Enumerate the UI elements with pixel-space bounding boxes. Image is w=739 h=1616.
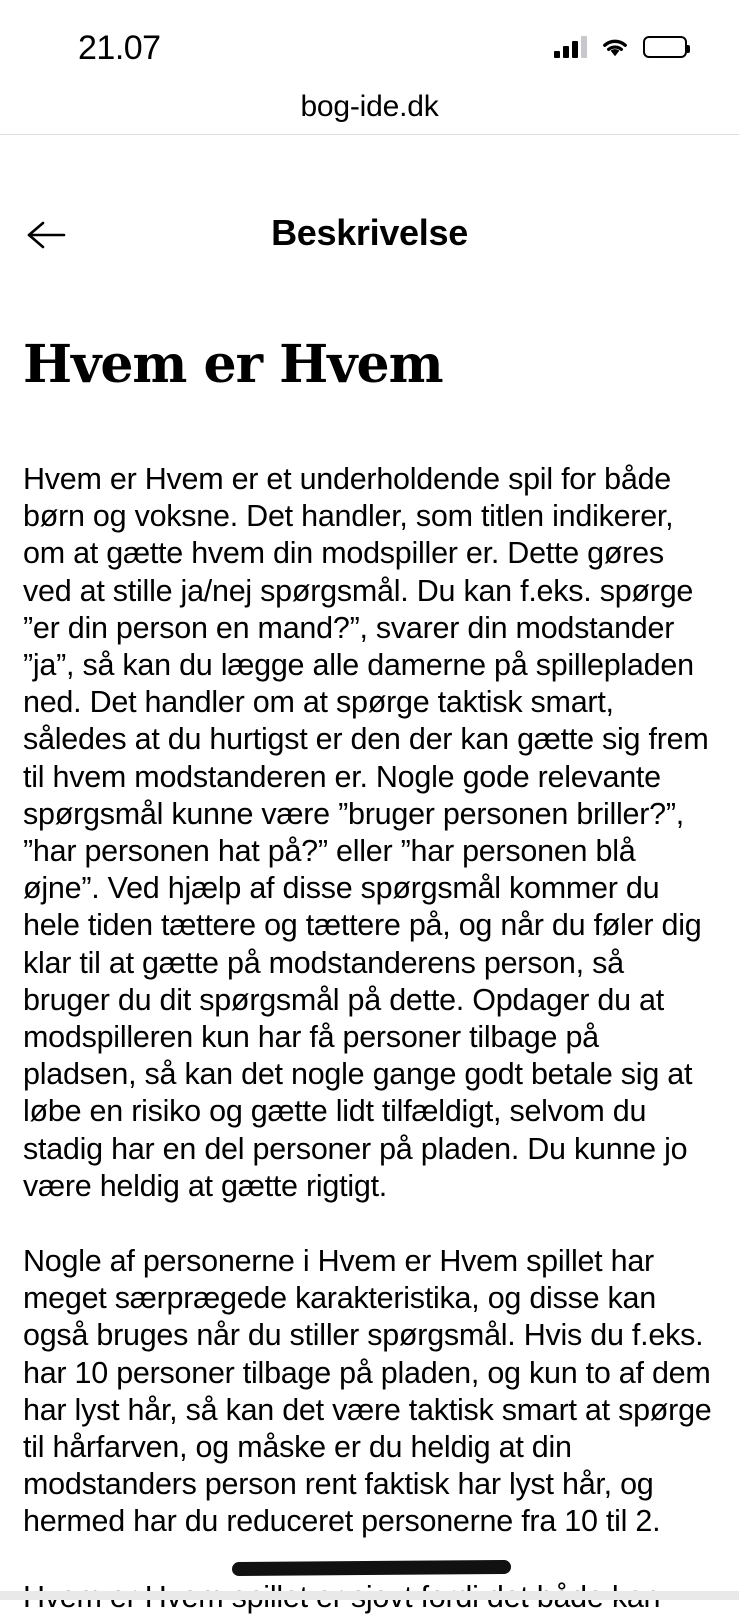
page-title: Beskrivelse (271, 212, 468, 253)
page-bottom-edge (0, 1591, 739, 1600)
article-title: Hvem er Hvem (23, 334, 443, 395)
arrow-left-icon (22, 213, 70, 257)
cellular-signal-icon (554, 36, 587, 58)
status-bar (0, 0, 739, 80)
back-button[interactable] (18, 207, 74, 263)
article-paragraph: Hvem er Hvem er et underholdende spil for både børn og voksne. Det handler, som titlen indikerer, om at gætte hvem din modspiller er. Dette gøres ved at stille ja/nej spørgsmål. Du kan f.eks. spørge ”er din person en mand?”, svarer din modstander ”ja”, så kan du lægge alle damerne på spillepladen ned. Det handler om at spørge taktisk smart, således at du hurtigst er den der kan gætte sig frem til hvem modstanderen er. Nogle gode relevante spørgsmål kunne være ”bruger personen briller?”, ”har personen hat på?” eller ”har personen blå øjne”. Ved hjælp af disse spørgsmål kommer du hele tiden tættere og tættere på, og når du føler dig klar til at gætte på modstanderens person, så bruger du dit spørgsmål på dette. Opdager du at modspilleren kun har få personer tilbage på pladsen, så kan det nogle gange godt betale sig at løbe en risiko og gætte lidt tilfældigt, selvom du stadig har en del personer på pladen. Du kunne jo være heldig at gætte rigtigt. (23, 462, 709, 1203)
wifi-icon (600, 36, 630, 58)
article-content (0, 323, 739, 1616)
article-paragraph: Nogle af personerne i Hvem er Hvem spillet har meget særprægede karakteristika, og disse kan også bruges når du stiller spørgsmål. Hvis du f.eks. har 10 personer tilbage på pladen, og kun to af dem har lyst hår, så kan det være taktisk smart at spørge til hårfarven, og måske er du heldig at din modstanders person rent faktisk har lyst hår, og hermed har du reduceret personerne fra 10 til 2. (23, 1244, 712, 1539)
status-bar-time: 21.07 (78, 29, 161, 67)
url-text: bog-ide.dk (300, 90, 439, 123)
article-body (23, 461, 715, 1616)
browser-url-bar[interactable] (0, 80, 739, 135)
page-header (0, 203, 739, 323)
status-bar-icons (554, 30, 687, 64)
battery-icon (643, 36, 687, 58)
